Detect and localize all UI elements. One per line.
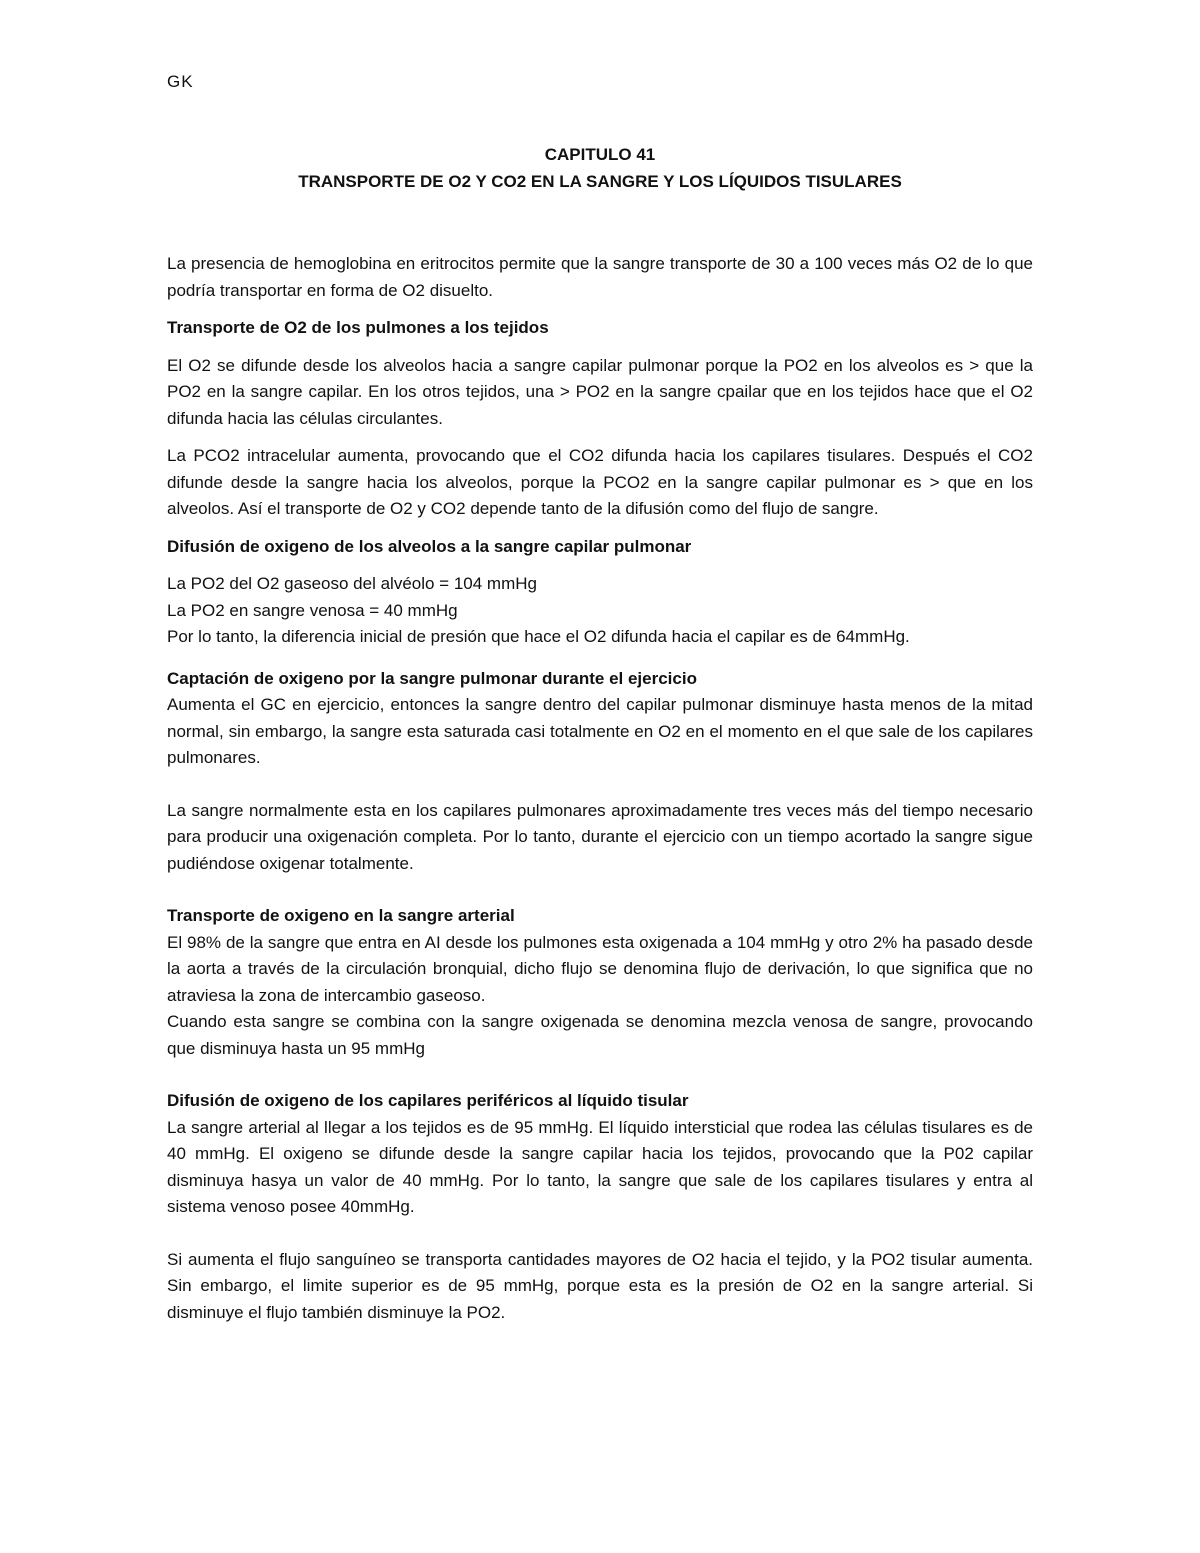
line-po2-venosa: La PO2 en sangre venosa = 40 mmHg: [167, 600, 458, 620]
section-heading-ejercicio: Captación de oxigeno por la sangre pulmonar durante el ejercicio: [167, 668, 697, 688]
line-po2-alveolo: La PO2 del O2 gaseoso del alvéolo = 104 mmHg: [167, 574, 537, 593]
spacer: [167, 772, 1033, 798]
paragraph-tiempo-capilar: La sangre normalmente esta en los capilares pulmonares aproximadamente tres veces más del tiempo necesario para producir una oxigenación completa. Por lo tanto, durante el ejercicio con un tiempo acortado la sangre sigue pudiéndose oxigenar totalmente.: [167, 800, 1033, 873]
section-heading-capilares-perifericos: Difusión de oxigeno de los capilares periféricos al líquido tisular: [167, 1091, 689, 1110]
paragraph-liquido-tisular: La sangre arterial al llegar a los tejidos es de 95 mmHg. El líquido intersticial que rodea las células tisulares es de 40 mmHg. El oxigeno se difunde desde la sangre capilar hacia los tejidos, provocando que la P02 capilar disminuya hasya un valor de 40 mmHg. Por lo tanto, la sangre que sale de los capilares tisulares y entra al sistema venoso posee 40mmHg.: [167, 1117, 1033, 1216]
paragraph-flujo-derivacion: El 98% de la sangre que entra en AI desde los pulmones esta oxigenada a 104 mmHg y otro 2% ha pasado desde la aorta a través de la circulación bronquial, dicho flujo se denomina flujo de derivación, lo que significa que no atraviesa la zona de intercambio gaseoso.: [167, 932, 1033, 1005]
paragraph-ejercicio-gc: Aumenta el GC en ejercicio, entonces la sangre dentro del capilar pulmonar disminuye hasta menos de la mitad normal, sin embargo, la sangre esta saturada casi totalmente en O2 en el momento en el que sale de los capilares pulmonares.: [167, 695, 1033, 767]
chapter-title: CAPITULO 41: [544, 145, 656, 164]
paragraph-mezcla-venosa: Cuando esta sangre se combina con la sangre oxigenada se denomina mezcla venosa de sangre, provocando que disminuya hasta un 95 mmHg: [167, 1012, 1033, 1058]
paragraph-pco2: La PCO2 intracelular aumenta, provocando que el CO2 difunda hacia los capilares tisulares. Después el CO2 difunde desde la sangre hacia los alveolos, porque la PCO2 en la sangre capilar pulmonar es > que en los alveolos. Así el transporte de O2 y CO2 depende tanto de la difusión como del flujo de sangre.: [167, 446, 1033, 518]
chapter-subtitle: TRANSPORTE DE O2 Y CO2 EN LA SANGRE Y LOS LÍQUIDOS TISULARES: [298, 172, 902, 191]
section-heading-transporte-o2: Transporte de O2 de los pulmones a los tejidos: [167, 318, 549, 337]
paragraph-flujo-sanguineo: Si aumenta el flujo sanguíneo se transporta cantidades mayores de O2 hacia el tejido, y la PO2 tisular aumenta. Sin embargo, el limite superior es de 95 mmHg, porque esta es la presión de O2 en la sangre arterial. Si disminuye el flujo también disminuye la PO2.: [167, 1249, 1033, 1322]
intro-paragraph: La presencia de hemoglobina en eritrocitos permite que la sangre transporte de 30 a 100 veces más O2 de lo que podría transportar en forma de O2 disuelto.: [167, 254, 1033, 300]
line-diferencia-presion: Por lo tanto, la diferencia inicial de presión que hace el O2 difunda hacia el capilar es de 64mmHg.: [167, 627, 910, 646]
section-heading-sangre-arterial: Transporte de oxigeno en la sangre arterial: [167, 906, 515, 925]
page-header-initials: GK: [167, 72, 194, 91]
spacer: [167, 877, 1033, 903]
title-block: [0, 141, 1200, 195]
spacer: [167, 1062, 1033, 1088]
paragraph-difusion-o2: El O2 se difunde desde los alveolos hacia a sangre capilar pulmonar porque la PO2 en los alveolos es > que la PO2 en la sangre capilar. En los otros tejidos, una > PO2 en la sangre cpailar que en los tejidos hace que el O2 difunda hacia las células circulantes.: [167, 355, 1033, 428]
section-heading-difusion-alveolos: Difusión de oxigeno de los alveolos a la sangre capilar pulmonar: [167, 536, 692, 556]
spacer: [167, 1221, 1033, 1247]
spacer: [167, 651, 1033, 666]
document-body: [167, 251, 1033, 1326]
